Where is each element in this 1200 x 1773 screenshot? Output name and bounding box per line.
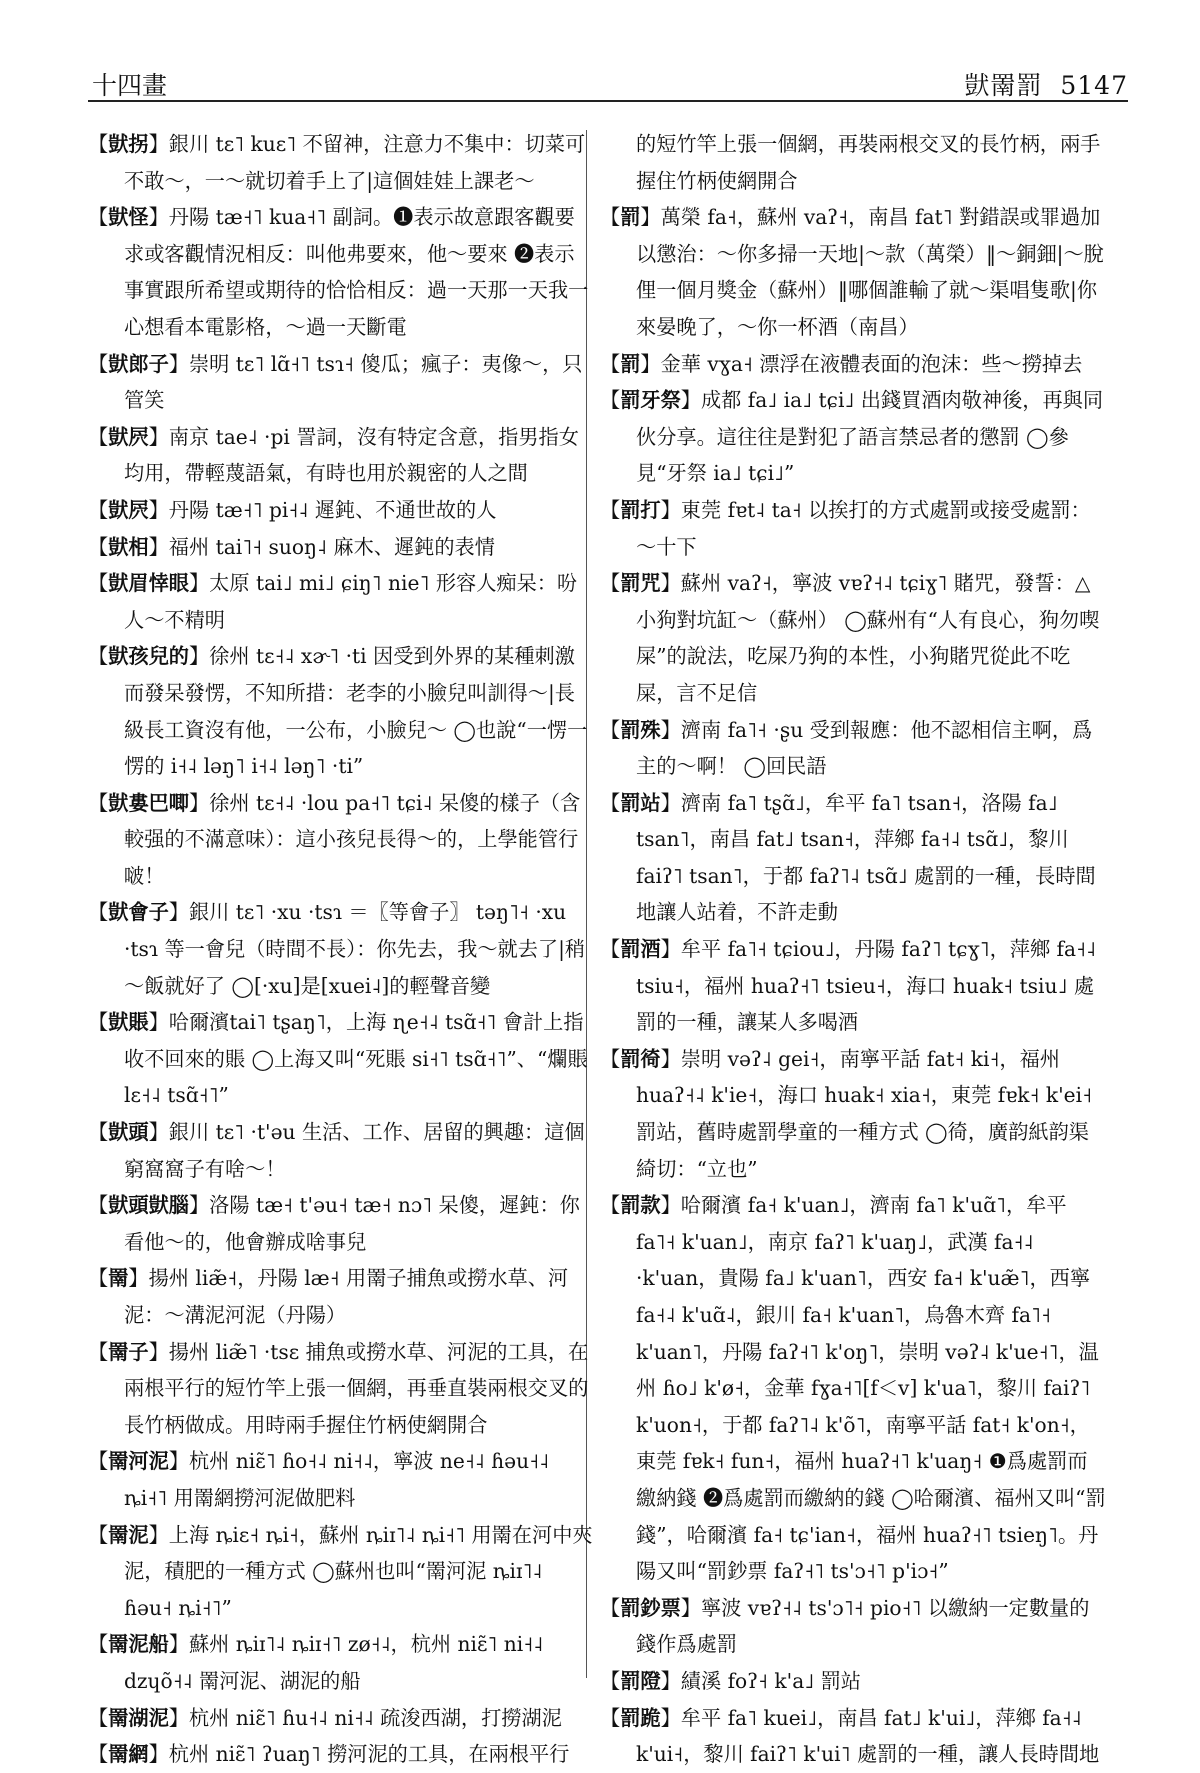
headword: 罰款 <box>620 1193 661 1218</box>
entry <box>600 712 1106 785</box>
entry <box>600 199 1106 345</box>
entry-body: 績溪 foʔ˧ k'a˩ 罰站 <box>680 1668 861 1693</box>
left-column <box>88 126 594 1773</box>
bracket-close: 】 <box>148 1339 169 1364</box>
entry <box>88 785 594 895</box>
entry <box>88 1260 594 1333</box>
bracket-close: 】 <box>168 1632 189 1657</box>
bracket-close: 】 <box>188 1193 210 1218</box>
section-label: 十四畫 <box>92 71 168 100</box>
headword: 罰咒 <box>620 571 661 596</box>
headword: 罰站 <box>620 790 661 815</box>
bracket-close: 】 <box>640 205 661 230</box>
headword: 罰鈔票 <box>620 1595 681 1620</box>
bracket-open: 【 <box>88 571 109 596</box>
bracket-open: 【 <box>88 790 109 815</box>
bracket-open: 【 <box>88 1010 109 1035</box>
bracket-close: 】 <box>168 1449 189 1474</box>
entry <box>88 1004 594 1114</box>
entry <box>88 126 594 199</box>
entry-body: 濟南 fa˥ tʂɑ̃˩，牟平 fa˥ tsan˧，洛陽 fa˩ tsan˥，南昌 fat˩ tsan˧，萍鄉 fa˧˨ tsɑ̃˩，黎川 faiʔ˥ tsan˥，于都 faʔ˥˨ tsɑ̃˩ 處罰的一種，長時間地讓人站着，不許走動 <box>636 790 1096 925</box>
entry-body: 丹陽 tæ˧˥ kua˧˥ 副詞。❶表示故意跟客觀要求或客觀情況相反：叫他弗要來，他～要來 ❷表示事實跟所希望或期待的恰恰相反：過一天那一天我一心想看本電影格，～過一天斷電 <box>124 205 589 339</box>
bracket-close: 】 <box>168 351 189 376</box>
bracket-open: 【 <box>600 205 621 230</box>
bracket-close: 】 <box>168 900 189 925</box>
bracket-open: 【 <box>600 497 621 522</box>
entry-body: 金華 vɣa˧ 漂浮在液體表面的泡沫：些～撈掉去 <box>660 351 1083 376</box>
bracket-close: 】 <box>660 1046 681 1071</box>
entry <box>88 1736 594 1773</box>
bracket-open: 【 <box>88 1742 109 1767</box>
entry-body: 杭州 niɛ̃˥ ɦu˧˨ ni˧˨ 疏浚西湖，打撈湖泥 <box>188 1705 562 1730</box>
bracket-close: 】 <box>660 1193 681 1218</box>
headword: 罱 <box>108 1266 129 1291</box>
headword: 獃孩兒的 <box>108 644 189 669</box>
entry-body: 揚州 liæ̃˧，丹陽 læ˧ 用罱子捕魚或撈水草、河泥：～溝泥河泥（丹陽） <box>124 1266 569 1327</box>
entry <box>88 565 594 638</box>
bracket-open: 【 <box>88 1705 109 1730</box>
bracket-open: 【 <box>600 1193 621 1218</box>
entry-body: 崇明 tɛ˥ lɑ̃˧˥ tsɿ˧ 傻瓜；瘋子：夷像～，只管笑 <box>124 351 583 413</box>
continued-text: 的短竹竿上張一個網，再裝兩根交叉的長竹柄，兩手握住竹柄使網開合 <box>636 132 1101 193</box>
bracket-open: 【 <box>88 1193 109 1218</box>
bracket-open: 【 <box>600 790 621 815</box>
entry <box>88 1114 594 1187</box>
headword: 罱子 <box>108 1339 149 1364</box>
bracket-close: 】 <box>660 790 681 815</box>
entry <box>600 1663 1106 1700</box>
bracket-open: 【 <box>88 351 109 376</box>
entry-body: 牟平 fa˥˧ tɕiou˩，丹陽 faʔ˥ tɕɣ˥，萍鄉 fa˧˨ tsiu˧，福州 huaʔ˧˥ tsieu˧，海口 huak˧ tsiu˩ 處罰的一種，讓某人多喝酒 <box>636 937 1096 1035</box>
entry <box>600 931 1106 1041</box>
bracket-close: 】 <box>188 644 210 669</box>
headword: 罰酒 <box>620 937 661 962</box>
headword: 罱河泥 <box>108 1449 169 1474</box>
headword: 獃賬 <box>108 1010 149 1035</box>
headword: 罰 <box>620 351 641 376</box>
bracket-close: 】 <box>148 497 169 522</box>
entry-body: 徐州 tɛ˧˨ ·lou pa˧˥ tɕi˨ 呆傻的樣子（含較强的不滿意味）：這小孩兒長得～的，上學能管行啵！ <box>124 790 581 888</box>
headword: 獃怪 <box>108 205 149 230</box>
bracket-open: 【 <box>88 1266 109 1291</box>
bracket-open: 【 <box>88 534 109 559</box>
entry-body: 哈爾濱 fa˧ k'uan˩，濟南 fa˥ k'uɑ̃˥，牟平 fa˥˧ k'uan˩，南京 faʔ˥ k'uaŋ˩，武漢 fa˧˨ ·k'uan，貴陽 fa˩ k'uan˥，西安 fa˧ k'uæ̃˥，西寧 fa˧˨ k'uɑ̃˨，銀川 fa˧ k'uan˥，烏魯木齊 fa˥˧ k'uan˥，丹陽 faʔ˧˥ k'oŋ˥，崇明 vəʔ˨ k'ue˧˥，温州 ɦo˩ k'ø˧，金華 fɣa˧˥[f＜v] k'ua˥，黎川 faiʔ˥ k'uon˧，于都 faʔ˥˨ k'õ˥，南寧平話 fat˧ k'on˧，東莞 fɐk˧ fun˧，福州 huaʔ˧˥ k'uaŋ˧ ❶爲處罰而繳納錢 ❷爲處罰而繳納的錢 ◯哈爾濱、福州又叫“罰錢”，哈爾濱 fa˧ tɕ'ian˧，福州 huaʔ˧˥ tsieŋ˥。丹陽又叫“罰鈔票 faʔ˧˥ ts'ɔ˧˥ p'iɔ˧” <box>636 1193 1106 1584</box>
bracket-close: 】 <box>148 1010 169 1035</box>
bracket-close: 】 <box>680 388 701 413</box>
bracket-open: 【 <box>88 1632 109 1657</box>
entry-body: 東莞 fɐt˨ ta˧ 以挨打的方式處罰或接受處罰：～十下 <box>636 497 1091 559</box>
bracket-close: 】 <box>148 1120 169 1145</box>
headword: 獃眉悻眼 <box>108 571 189 596</box>
right-column <box>600 126 1106 1773</box>
header-right <box>964 66 1128 102</box>
entry <box>600 1041 1106 1187</box>
bracket-close: 】 <box>660 937 681 962</box>
headword: 罰殊 <box>620 717 661 742</box>
headword: 獃婁巴唧 <box>108 790 189 815</box>
entry-body: 太原 tai˩ mi˩ ɕiŋ˥ nie˥ 形容人痴呆：吩人～不精明 <box>124 571 578 632</box>
bracket-close: 】 <box>660 571 681 596</box>
bracket-close: 】 <box>660 717 681 742</box>
entry <box>88 638 594 784</box>
headword: 罰隥 <box>620 1668 661 1693</box>
page-header <box>88 60 1128 102</box>
bracket-open: 【 <box>600 351 621 376</box>
bracket-open: 【 <box>600 571 621 596</box>
entry-body: 銀川 tɛ˥ ·xu ·tsɿ ＝〖等會子〗 təŋ˥˧ ·xu ·tsɿ 等一會兒（時間不長）：你先去，我～就去了|稍～飯就好了 ◯[·xu]是[xuei˨]的輕聲音變 <box>124 900 586 998</box>
bracket-open: 【 <box>88 1449 109 1474</box>
entry <box>600 1590 1106 1663</box>
entry-body: 銀川 tɛ˥ kuɛ˥ 不留神，注意力不集中：切菜可不敢～，一～就切着手上了|這個娃娃上課老～ <box>124 132 586 193</box>
headword: 獃相 <box>108 534 149 559</box>
entry-body: 蘇州 vaʔ˧，寧波 vɐʔ˧˨ tɕiɣ˥ 賭咒，發誓：△小狗對坑缸～（蘇州） ◯蘇州有“人有良心，狗勿喫屎”的說法，吃屎乃狗的本性，小狗賭咒從此不吃屎，言不足信 <box>636 571 1100 705</box>
headword: 罱泥 <box>108 1522 149 1547</box>
bracket-open: 【 <box>88 205 109 230</box>
entry-body: 南京 tae˨ ·pi 詈詞，沒有特定含意，指男指女均用，帶輕蔑語氣，有時也用於親密的人之間 <box>124 424 579 486</box>
entry-body: 洛陽 tæ˧ t'əu˧ tæ˧ nɔ˥ 呆傻，遲鈍：你看他～的，他會辦成啥事兒 <box>124 1193 580 1254</box>
headword: 獃頭獃腦 <box>108 1193 189 1218</box>
bracket-close: 】 <box>188 571 210 596</box>
entry-body: 徐州 tɛ˧˨ xɚ˥ ·ti 因受到外界的某種刺激而發呆發愣，不知所措：老李的小臉兒叫訓得～|長級長工資沒有他，一公布，小臉兒～ ◯也說“一愣一愣的 i˧˨ ləŋ˥ i˧˨ ləŋ˥ ·ti” <box>124 644 588 779</box>
headword: 罱泥船 <box>108 1632 169 1657</box>
bracket-close: 】 <box>148 205 169 230</box>
entry <box>600 1187 1106 1590</box>
bracket-open: 【 <box>600 1668 621 1693</box>
headword: 獃屄 <box>108 497 149 522</box>
entry <box>88 1334 594 1444</box>
entry-body: 揚州 liæ̃˥ ·tsɛ 捕魚或撈水草、河泥的工具，在兩根平行的短竹竿上張一個網，再垂直裝兩根交叉的長竹柄做成。用時兩手握住竹柄使網開合 <box>124 1339 589 1437</box>
entry-body: 蘇州 ȵiɪ˥˨ ȵiɪ˧˥ zø˧˨，杭州 niɛ̃˥ ni˧˨ dzɥõ˧˨ 罱河泥、湖泥的船 <box>124 1632 544 1693</box>
entry <box>88 1187 594 1260</box>
bracket-open: 【 <box>88 644 109 669</box>
entry <box>600 492 1106 565</box>
entry <box>88 1700 594 1737</box>
bracket-open: 【 <box>88 424 109 449</box>
entry-body: 福州 tai˥˧ suoŋ˨ 麻木、遲鈍的表情 <box>168 534 495 559</box>
headword: 罱湖泥 <box>108 1705 169 1730</box>
entry <box>88 894 594 1004</box>
entry <box>600 1700 1106 1773</box>
bracket-open: 【 <box>600 937 621 962</box>
entry-body: 牟平 fa˥ kuei˩，南昌 fat˩ k'ui˩，萍鄉 fa˧˨ k'ui˧，黎川 faiʔ˥ k'ui˥ 處罰的一種，讓人長時間地 <box>636 1705 1100 1767</box>
entry-body: 成都 fa˩ ia˩ tɕi˩ 出錢買酒肉敬神後，再與同伙分享。這往往是對犯了語言禁忌者的懲罰 ◯參見“牙祭 ia˩ tɕi˩” <box>636 388 1104 486</box>
entry <box>88 492 594 529</box>
entry <box>88 346 594 419</box>
entry-body: 濟南 fa˥˧ ·ʂu 受到報應：他不認相信主啊，爲主的～啊！ ◯回民語 <box>636 717 1093 779</box>
headword: 獃拐 <box>108 132 149 156</box>
bracket-close: 】 <box>148 1522 169 1547</box>
entry-body: 寧波 vɐʔ˧˨ ts'ɔ˥˧ pio˧˥ 以繳納一定數量的錢作爲處罰 <box>636 1595 1090 1657</box>
header-chars: 獃罱罰 <box>964 71 1043 100</box>
bracket-close: 】 <box>148 424 169 449</box>
bracket-open: 【 <box>600 1705 621 1730</box>
bracket-open: 【 <box>88 900 109 925</box>
headword: 獃會子 <box>108 900 169 925</box>
bracket-open: 【 <box>88 497 109 522</box>
bracket-open: 【 <box>600 388 621 413</box>
headword: 罰牙祭 <box>620 388 681 413</box>
entry-body: 杭州 niɛ̃˥ ʔuaŋ˥ 撈河泥的工具，在兩根平行 <box>168 1742 570 1767</box>
entry <box>600 382 1106 492</box>
bracket-close: 】 <box>148 534 169 559</box>
entry <box>88 529 594 566</box>
entry-body: 丹陽 tæ˧˥ pi˧˨ 遲鈍、不通世故的人 <box>168 497 497 522</box>
bracket-close: 】 <box>680 1595 701 1620</box>
entry <box>88 199 594 345</box>
bracket-close: 】 <box>640 351 661 376</box>
bracket-open: 【 <box>88 1339 109 1364</box>
bracket-open: 【 <box>600 717 621 742</box>
bracket-close: 】 <box>188 790 210 815</box>
entry-body: 杭州 niɛ̃˥ ɦo˧˨ ni˧˨，寧波 ne˧˨ ɦəu˧˨ ȵi˧˥ 用罱網撈河泥做肥料 <box>124 1449 550 1510</box>
bracket-close: 】 <box>660 497 681 522</box>
bracket-close: 】 <box>660 1668 681 1693</box>
entry-body: 哈爾濱tai˥ tʂaŋ˥，上海 ɳe˧˨ tsɑ̃˧˥ 會計上指收不回來的賬 ◯上海又叫“死賬 si˧˥ tsɑ̃˧˥”、“爛賬 lɛ˧˨ tsɑ̃˧˥” <box>124 1010 588 1108</box>
bracket-open: 【 <box>600 1046 621 1071</box>
entry <box>600 785 1106 931</box>
headword: 罰跪 <box>620 1705 661 1730</box>
entry <box>88 419 594 492</box>
bracket-open: 【 <box>88 1522 109 1547</box>
bracket-close: 】 <box>168 1705 189 1730</box>
bracket-close: 】 <box>660 1705 681 1730</box>
bracket-close: 】 <box>148 132 169 156</box>
entry-body: 崇明 vəʔ˨ gei˧，南寧平話 fat˧ ki˧，福州 huaʔ˧˨ k'ie˧，海口 huak˧ xia˧，東莞 fɐk˧ k'ei˧ 罰站，舊時處罰學童的一種方式 ◯徛，廣韵紙韵渠綺切：“立也” <box>636 1046 1093 1181</box>
bracket-close: 】 <box>148 1742 169 1767</box>
headword: 罰徛 <box>620 1046 661 1071</box>
entry <box>600 346 1106 383</box>
entry <box>88 1443 594 1516</box>
entry-body: 銀川 tɛ˥ ·t'əu 生活、工作、居留的興趣：這個窮窩窩子有啥～！ <box>124 1120 585 1181</box>
headword: 獃郎子 <box>108 351 169 376</box>
entry-body: 上海 ȵiɛ˧ ȵi˧，蘇州 ȵiɪ˥˨ ȵi˧˥ 用罱在河中夾泥，積肥的一種方式 ◯蘇州也叫“罱河泥 ȵiɪ˥˨ ɦəu˧ ȵi˧˥” <box>124 1522 593 1620</box>
entry-body: 萬榮 fa˧，蘇州 vaʔ˧，南昌 fat˥ 對錯誤或罪過加以懲治：～你多掃一天地|～款（萬榮）‖～銅鈿|～脫俚一個月獎金（蘇州）‖哪個誰輸了就～渠唱隻歌|你來晏晚了，～你一杯酒（南昌） <box>636 205 1104 339</box>
page-number: 5147 <box>1060 71 1128 100</box>
headword: 獃屄 <box>108 424 149 449</box>
bracket-open: 【 <box>88 132 109 156</box>
headword: 罰 <box>620 205 641 230</box>
bracket-open: 【 <box>600 1595 621 1620</box>
headword: 獃頭 <box>108 1120 149 1145</box>
entry <box>88 1626 594 1699</box>
bracket-open: 【 <box>88 1120 109 1145</box>
bracket-close: 】 <box>128 1266 149 1291</box>
headword: 罱網 <box>108 1742 149 1767</box>
headword: 罰打 <box>620 497 661 522</box>
entry <box>88 1517 594 1627</box>
entry <box>600 565 1106 711</box>
